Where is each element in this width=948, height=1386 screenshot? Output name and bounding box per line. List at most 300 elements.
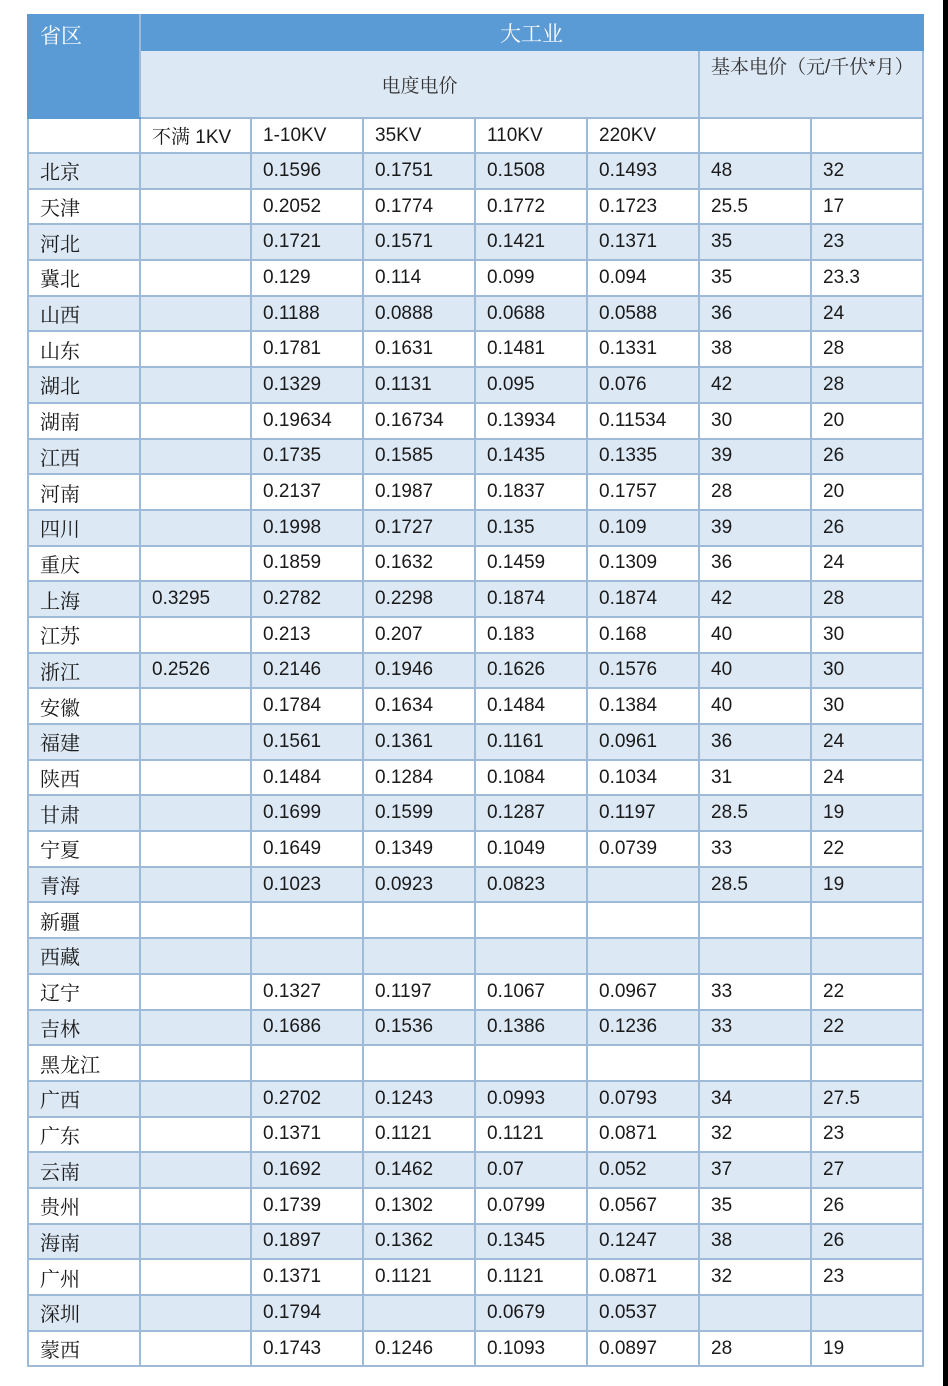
220kv-cell: 0.0739: [587, 831, 699, 867]
under-1kv-cell: [140, 760, 251, 796]
1-10kv-cell: 0.1649: [251, 831, 363, 867]
35kv-cell: [363, 902, 475, 938]
table-row: [28, 724, 923, 760]
base-price-2-cell: 26: [811, 1188, 923, 1224]
35kv-cell: 0.207: [363, 617, 475, 653]
table-row: [28, 1117, 923, 1153]
220kv-cell: [587, 938, 699, 974]
under-1kv-cell: [140, 510, 251, 546]
under-1kv-cell: [140, 1081, 251, 1117]
under-1kv-cell: [140, 546, 251, 582]
province-cell: 甘肃: [28, 795, 140, 831]
base-price-2-cell: 23: [811, 1259, 923, 1295]
220kv-cell: 0.11534: [587, 403, 699, 439]
table-row: [28, 1259, 923, 1295]
1-10kv-cell: 0.129: [251, 260, 363, 296]
under-1kv-cell: 0.2526: [140, 653, 251, 689]
1-10kv-cell: 0.1596: [251, 153, 363, 189]
table-row: [28, 1081, 923, 1117]
under-1kv-cell: [140, 224, 251, 260]
under-1kv-cell: [140, 1117, 251, 1153]
base-price-1-cell: 33: [699, 974, 811, 1010]
35kv-cell: 0.1131: [363, 367, 475, 403]
column-header-base-1: [699, 118, 811, 153]
base-price-1-cell: 36: [699, 546, 811, 582]
1-10kv-cell: 0.2137: [251, 474, 363, 510]
1-10kv-cell: 0.2052: [251, 189, 363, 225]
base-price-1-cell: 42: [699, 367, 811, 403]
table-body: [28, 153, 923, 1366]
table-row: [28, 974, 923, 1010]
220kv-cell: 0.1384: [587, 688, 699, 724]
under-1kv-cell: [140, 189, 251, 225]
base-price-2-cell: 27: [811, 1152, 923, 1188]
under-1kv-cell: [140, 1152, 251, 1188]
220kv-cell: 0.1309: [587, 546, 699, 582]
column-header-35kv: 35KV: [363, 118, 475, 153]
1-10kv-cell: 0.2782: [251, 581, 363, 617]
column-header-1-10kv: 1-10KV: [251, 118, 363, 153]
base-price-1-cell: 35: [699, 1188, 811, 1224]
table-row: [28, 1045, 923, 1081]
1-10kv-cell: 0.1686: [251, 1010, 363, 1046]
base-price-1-cell: 30: [699, 403, 811, 439]
110kv-cell: 0.1287: [475, 795, 587, 831]
province-cell: 浙江: [28, 653, 140, 689]
1-10kv-cell: 0.1561: [251, 724, 363, 760]
table-row: [28, 1224, 923, 1260]
110kv-cell: 0.095: [475, 367, 587, 403]
table-row: [28, 867, 923, 903]
base-price-2-cell: 22: [811, 974, 923, 1010]
table-row: [28, 617, 923, 653]
1-10kv-cell: 0.1784: [251, 688, 363, 724]
1-10kv-cell: 0.1721: [251, 224, 363, 260]
table-row: [28, 795, 923, 831]
table-row: [28, 296, 923, 332]
35kv-cell: 0.1302: [363, 1188, 475, 1224]
province-cell: 冀北: [28, 260, 140, 296]
110kv-cell: 0.1121: [475, 1259, 587, 1295]
table-row: [28, 403, 923, 439]
under-1kv-cell: [140, 688, 251, 724]
220kv-cell: 0.0967: [587, 974, 699, 1010]
35kv-cell: 0.1362: [363, 1224, 475, 1260]
under-1kv-cell: [140, 403, 251, 439]
110kv-cell: 0.183: [475, 617, 587, 653]
under-1kv-cell: [140, 296, 251, 332]
35kv-cell: 0.1631: [363, 331, 475, 367]
220kv-cell: 0.1331: [587, 331, 699, 367]
base-price-2-cell: 23.3: [811, 260, 923, 296]
province-cell: 湖北: [28, 367, 140, 403]
base-price-1-cell: 33: [699, 1010, 811, 1046]
table-row: [28, 1331, 923, 1367]
base-price-2-cell: [811, 902, 923, 938]
1-10kv-cell: 0.1484: [251, 760, 363, 796]
base-price-2-cell: 22: [811, 1010, 923, 1046]
220kv-cell: [587, 902, 699, 938]
province-cell: 广州: [28, 1259, 140, 1295]
base-price-2-cell: [811, 1295, 923, 1331]
220kv-cell: 0.094: [587, 260, 699, 296]
province-cell: 深圳: [28, 1295, 140, 1331]
1-10kv-cell: 0.1023: [251, 867, 363, 903]
220kv-cell: 0.0897: [587, 1331, 699, 1367]
under-1kv-cell: [140, 938, 251, 974]
110kv-cell: 0.099: [475, 260, 587, 296]
35kv-cell: 0.1571: [363, 224, 475, 260]
base-price-1-cell: 28: [699, 474, 811, 510]
base-price-1-cell: 48: [699, 153, 811, 189]
base-price-2-cell: 19: [811, 867, 923, 903]
35kv-cell: 0.1727: [363, 510, 475, 546]
base-price-2-cell: 23: [811, 1117, 923, 1153]
35kv-cell: 0.1751: [363, 153, 475, 189]
base-price-2-cell: 28: [811, 367, 923, 403]
220kv-cell: 0.052: [587, 1152, 699, 1188]
base-price-2-cell: 26: [811, 439, 923, 475]
base-price-2-cell: 30: [811, 653, 923, 689]
1-10kv-cell: 0.1371: [251, 1259, 363, 1295]
base-price-2-cell: 30: [811, 688, 923, 724]
base-price-1-cell: 36: [699, 296, 811, 332]
table-title: 大工业: [140, 15, 923, 50]
base-price-2-cell: 24: [811, 760, 923, 796]
base-price-1-cell: [699, 902, 811, 938]
province-cell: 江西: [28, 439, 140, 475]
base-price-1-cell: 32: [699, 1117, 811, 1153]
province-cell: 江苏: [28, 617, 140, 653]
1-10kv-cell: 0.2146: [251, 653, 363, 689]
base-price-2-cell: [811, 938, 923, 974]
under-1kv-cell: [140, 724, 251, 760]
35kv-cell: 0.1361: [363, 724, 475, 760]
province-cell: 广西: [28, 1081, 140, 1117]
35kv-cell: [363, 1045, 475, 1081]
under-1kv-cell: 0.3295: [140, 581, 251, 617]
base-price-2-cell: 23: [811, 224, 923, 260]
province-cell: 山西: [28, 296, 140, 332]
table-row: [28, 331, 923, 367]
under-1kv-cell: [140, 1259, 251, 1295]
1-10kv-cell: 0.1859: [251, 546, 363, 582]
base-price-1-cell: 34: [699, 1081, 811, 1117]
35kv-cell: 0.1536: [363, 1010, 475, 1046]
35kv-cell: 0.0888: [363, 296, 475, 332]
220kv-cell: [587, 1045, 699, 1081]
110kv-cell: 0.1093: [475, 1331, 587, 1367]
220kv-cell: 0.1874: [587, 581, 699, 617]
220kv-cell: 0.0961: [587, 724, 699, 760]
35kv-cell: 0.1774: [363, 189, 475, 225]
base-price-1-cell: 31: [699, 760, 811, 796]
1-10kv-cell: 0.1743: [251, 1331, 363, 1367]
table-row: [28, 367, 923, 403]
energy-price-header: 电度电价: [140, 50, 699, 118]
1-10kv-cell: 0.19634: [251, 403, 363, 439]
table-row: [28, 224, 923, 260]
under-1kv-cell: [140, 474, 251, 510]
base-price-2-cell: 24: [811, 724, 923, 760]
base-price-2-cell: 28: [811, 331, 923, 367]
35kv-cell: 0.114: [363, 260, 475, 296]
110kv-cell: 0.1121: [475, 1117, 587, 1153]
table-row: [28, 688, 923, 724]
base-price-1-cell: 40: [699, 617, 811, 653]
table-row: [28, 938, 923, 974]
under-1kv-cell: [140, 831, 251, 867]
under-1kv-cell: [140, 1331, 251, 1367]
base-price-2-cell: 30: [811, 617, 923, 653]
province-cell: 河北: [28, 224, 140, 260]
110kv-cell: 0.1386: [475, 1010, 587, 1046]
base-price-1-cell: 39: [699, 510, 811, 546]
110kv-cell: 0.1345: [475, 1224, 587, 1260]
under-1kv-cell: [140, 617, 251, 653]
column-header-220kv: 220KV: [587, 118, 699, 153]
province-header: 省区: [28, 15, 140, 118]
table-row: [28, 153, 923, 189]
220kv-cell: 0.1576: [587, 653, 699, 689]
base-price-2-cell: 20: [811, 474, 923, 510]
province-cell: 广东: [28, 1117, 140, 1153]
220kv-cell: 0.1757: [587, 474, 699, 510]
35kv-cell: 0.1987: [363, 474, 475, 510]
base-price-1-cell: [699, 938, 811, 974]
220kv-cell: [587, 867, 699, 903]
35kv-cell: 0.1632: [363, 546, 475, 582]
base-price-1-cell: 35: [699, 260, 811, 296]
35kv-cell: [363, 1295, 475, 1331]
1-10kv-cell: 0.1692: [251, 1152, 363, 1188]
province-cell: 宁夏: [28, 831, 140, 867]
1-10kv-cell: [251, 1045, 363, 1081]
220kv-cell: 0.1723: [587, 189, 699, 225]
base-price-1-cell: [699, 1295, 811, 1331]
220kv-cell: 0.0793: [587, 1081, 699, 1117]
table-row: [28, 1152, 923, 1188]
base-price-2-cell: 24: [811, 546, 923, 582]
table-row: [28, 260, 923, 296]
table-row: [28, 189, 923, 225]
35kv-cell: [363, 938, 475, 974]
35kv-cell: 0.1121: [363, 1259, 475, 1295]
35kv-cell: 0.1634: [363, 688, 475, 724]
35kv-cell: 0.1197: [363, 974, 475, 1010]
1-10kv-cell: [251, 938, 363, 974]
province-cell: 湖南: [28, 403, 140, 439]
table-row: [28, 581, 923, 617]
province-cell: 天津: [28, 189, 140, 225]
base-price-1-cell: 40: [699, 653, 811, 689]
under-1kv-cell: [140, 367, 251, 403]
110kv-cell: 0.1508: [475, 153, 587, 189]
base-price-1-cell: 28.5: [699, 795, 811, 831]
under-1kv-cell: [140, 867, 251, 903]
column-header-110kv: 110KV: [475, 118, 587, 153]
base-price-2-cell: [811, 1045, 923, 1081]
220kv-cell: 0.1371: [587, 224, 699, 260]
220kv-cell: 0.109: [587, 510, 699, 546]
1-10kv-cell: 0.1327: [251, 974, 363, 1010]
base-price-1-cell: 32: [699, 1259, 811, 1295]
110kv-cell: 0.0679: [475, 1295, 587, 1331]
province-cell: 安徽: [28, 688, 140, 724]
110kv-cell: 0.0993: [475, 1081, 587, 1117]
under-1kv-cell: [140, 1224, 251, 1260]
110kv-cell: [475, 1045, 587, 1081]
110kv-cell: 0.135: [475, 510, 587, 546]
base-price-2-cell: 26: [811, 510, 923, 546]
110kv-cell: 0.1459: [475, 546, 587, 582]
province-cell: 吉林: [28, 1010, 140, 1046]
province-cell: 陕西: [28, 760, 140, 796]
province-cell: 黑龙江: [28, 1045, 140, 1081]
province-cell: 重庆: [28, 546, 140, 582]
110kv-cell: 0.1626: [475, 653, 587, 689]
110kv-cell: 0.1084: [475, 760, 587, 796]
base-price-1-cell: 38: [699, 1224, 811, 1260]
under-1kv-cell: [140, 902, 251, 938]
35kv-cell: 0.1349: [363, 831, 475, 867]
220kv-cell: 0.1335: [587, 439, 699, 475]
1-10kv-cell: [251, 902, 363, 938]
table-row: [28, 1010, 923, 1046]
110kv-cell: [475, 902, 587, 938]
1-10kv-cell: 0.1699: [251, 795, 363, 831]
base-price-1-cell: 39: [699, 439, 811, 475]
under-1kv-cell: [140, 1045, 251, 1081]
base-price-2-cell: 20: [811, 403, 923, 439]
column-header-base-2: [811, 118, 923, 153]
35kv-cell: 0.1946: [363, 653, 475, 689]
base-price-2-cell: 17: [811, 189, 923, 225]
under-1kv-cell: [140, 974, 251, 1010]
table-row: [28, 546, 923, 582]
110kv-cell: 0.1481: [475, 331, 587, 367]
1-10kv-cell: 0.1897: [251, 1224, 363, 1260]
under-1kv-cell: [140, 331, 251, 367]
220kv-cell: 0.0567: [587, 1188, 699, 1224]
35kv-cell: 0.1599: [363, 795, 475, 831]
1-10kv-cell: 0.1329: [251, 367, 363, 403]
110kv-cell: 0.1049: [475, 831, 587, 867]
110kv-cell: 0.1421: [475, 224, 587, 260]
35kv-cell: 0.1246: [363, 1331, 475, 1367]
under-1kv-cell: [140, 1010, 251, 1046]
base-price-2-cell: 24: [811, 296, 923, 332]
110kv-cell: 0.1435: [475, 439, 587, 475]
electricity-price-table: [27, 14, 924, 1367]
1-10kv-cell: 0.1794: [251, 1295, 363, 1331]
base-price-1-cell: 40: [699, 688, 811, 724]
province-cell: 福建: [28, 724, 140, 760]
base-price-1-cell: 25.5: [699, 189, 811, 225]
base-price-2-cell: 27.5: [811, 1081, 923, 1117]
under-1kv-cell: [140, 1188, 251, 1224]
base-price-2-cell: 19: [811, 1331, 923, 1367]
35kv-cell: 0.1284: [363, 760, 475, 796]
base-price-header: 基本电价（元/千伏*月）: [699, 50, 923, 118]
base-price-1-cell: [699, 1045, 811, 1081]
province-cell: 贵州: [28, 1188, 140, 1224]
base-price-1-cell: 28.5: [699, 867, 811, 903]
base-price-1-cell: 36: [699, 724, 811, 760]
province-cell: 四川: [28, 510, 140, 546]
province-cell: 河南: [28, 474, 140, 510]
base-price-1-cell: 35: [699, 224, 811, 260]
province-cell: 北京: [28, 153, 140, 189]
province-cell: 山东: [28, 331, 140, 367]
1-10kv-cell: 0.1739: [251, 1188, 363, 1224]
base-price-2-cell: 22: [811, 831, 923, 867]
110kv-cell: 0.1484: [475, 688, 587, 724]
base-price-1-cell: 33: [699, 831, 811, 867]
table-row: [28, 831, 923, 867]
35kv-cell: 0.1243: [363, 1081, 475, 1117]
110kv-cell: 0.0688: [475, 296, 587, 332]
table-row: [28, 760, 923, 796]
35kv-cell: 0.0923: [363, 867, 475, 903]
110kv-cell: 0.1161: [475, 724, 587, 760]
220kv-cell: 0.0588: [587, 296, 699, 332]
35kv-cell: 0.2298: [363, 581, 475, 617]
110kv-cell: 0.0823: [475, 867, 587, 903]
1-10kv-cell: 0.213: [251, 617, 363, 653]
base-price-2-cell: 28: [811, 581, 923, 617]
table-row: [28, 439, 923, 475]
table-row: [28, 902, 923, 938]
table-row: [28, 474, 923, 510]
220kv-cell: 0.168: [587, 617, 699, 653]
province-cell: 辽宁: [28, 974, 140, 1010]
110kv-cell: 0.1772: [475, 189, 587, 225]
base-price-2-cell: 19: [811, 795, 923, 831]
under-1kv-cell: [140, 260, 251, 296]
110kv-cell: 0.1067: [475, 974, 587, 1010]
220kv-cell: 0.1493: [587, 153, 699, 189]
35kv-cell: 0.1121: [363, 1117, 475, 1153]
table-row: [28, 1188, 923, 1224]
220kv-cell: 0.0537: [587, 1295, 699, 1331]
110kv-cell: 0.1874: [475, 581, 587, 617]
under-1kv-cell: [140, 153, 251, 189]
110kv-cell: 0.0799: [475, 1188, 587, 1224]
1-10kv-cell: 0.2702: [251, 1081, 363, 1117]
1-10kv-cell: 0.1998: [251, 510, 363, 546]
province-cell: 新疆: [28, 902, 140, 938]
220kv-cell: 0.1197: [587, 795, 699, 831]
1-10kv-cell: 0.1188: [251, 296, 363, 332]
base-price-1-cell: 38: [699, 331, 811, 367]
110kv-cell: 0.13934: [475, 403, 587, 439]
1-10kv-cell: 0.1371: [251, 1117, 363, 1153]
base-price-1-cell: 28: [699, 1331, 811, 1367]
column-header-under-1kv: 不满 1KV: [140, 118, 251, 153]
1-10kv-cell: 0.1735: [251, 439, 363, 475]
220kv-cell: 0.1247: [587, 1224, 699, 1260]
column-header-blank: [28, 118, 140, 153]
province-cell: 西藏: [28, 938, 140, 974]
table-row: [28, 1295, 923, 1331]
base-price-2-cell: 26: [811, 1224, 923, 1260]
province-cell: 蒙西: [28, 1331, 140, 1367]
110kv-cell: 0.07: [475, 1152, 587, 1188]
220kv-cell: 0.0871: [587, 1117, 699, 1153]
province-cell: 青海: [28, 867, 140, 903]
province-cell: 云南: [28, 1152, 140, 1188]
